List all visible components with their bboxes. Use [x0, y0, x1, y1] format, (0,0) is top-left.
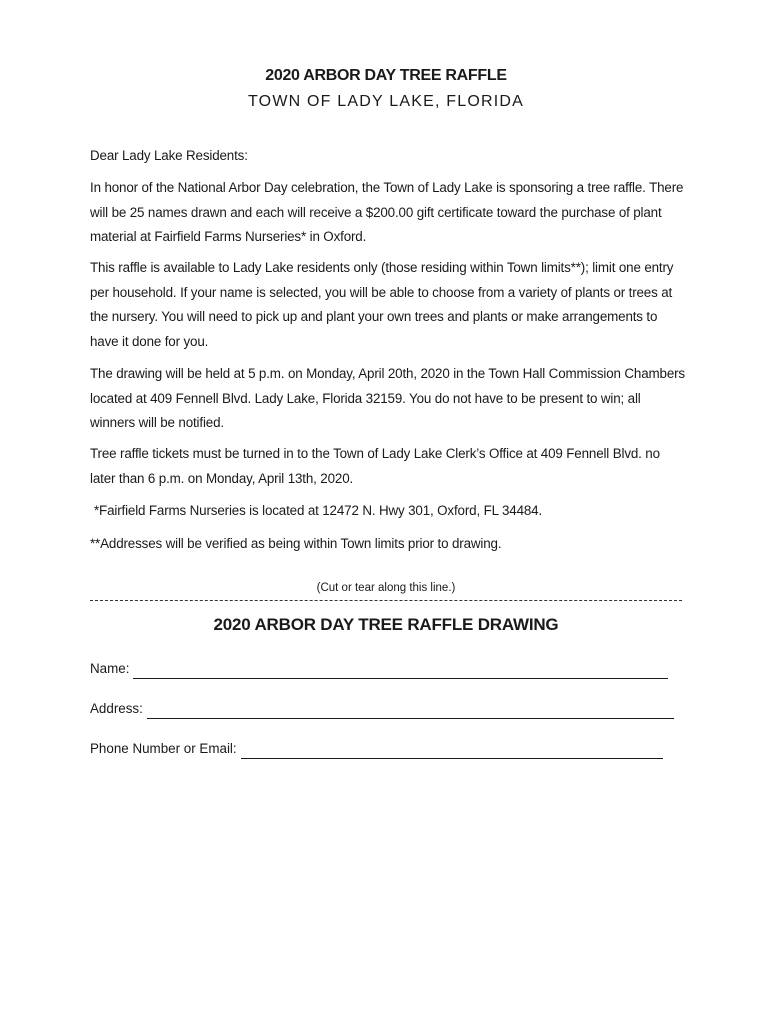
contact-field: [90, 739, 663, 759]
name-field: [90, 659, 668, 679]
entry-form-title: 2020 ARBOR DAY TREE RAFFLE DRAWING: [213, 615, 559, 634]
letter-greeting: Dear Lady Lake Residents:: [90, 148, 248, 163]
letter-paragraph-intro: In honor of the National Arbor Day celebration, the Town of Lady Lake is sponsoring a tree raffle. There will be 25 names drawn and each will receive a $200.00 gift certificate toward the purchase of plant material at Fairfield Farms Nurseries* in Oxford.: [90, 180, 684, 244]
cut-line-divider: [90, 600, 682, 601]
address-field-label: Address:: [90, 701, 143, 716]
address-input-line[interactable]: [147, 702, 674, 719]
document-subtitle: TOWN OF LADY LAKE, FLORIDA: [248, 93, 524, 110]
footnote-addresses: **Addresses will be verified as being within Town limits prior to drawing.: [90, 536, 502, 551]
address-field: [90, 699, 674, 719]
letter-paragraph-drawing: The drawing will be held at 5 p.m. on Monday, April 20th, 2020 in the Town Hall Commission Chambers located at 409 Fennell Blvd. Lady Lake, Florida 32159. You do not have to be present to win; all winners will be notified.: [90, 366, 685, 430]
letter-paragraph-deadline: Tree raffle tickets must be turned in to the Town of Lady Lake Clerk’s Office at 409 Fennell Blvd. no later than 6 p.m. on Monday, April 13th, 2020.: [90, 446, 660, 486]
document-title: 2020 ARBOR DAY TREE RAFFLE: [265, 67, 507, 84]
contact-field-label: Phone Number or Email:: [90, 741, 237, 756]
cut-instruction: (Cut or tear along this line.): [316, 582, 456, 594]
name-input-line[interactable]: [133, 662, 668, 679]
contact-input-line[interactable]: [241, 742, 663, 759]
letter-paragraph-eligibility: This raffle is available to Lady Lake residents only (those residing within Town limits**); limit one entry per household. If your name is selected, you will be able to choose from a variety of plants or trees at the nursery. You will need to pick up and plant your own trees and plants or make arrangements to have it done for you.: [90, 260, 674, 349]
footnote-nursery: *Fairfield Farms Nurseries is located at 12472 N. Hwy 301, Oxford, FL 34484.: [94, 503, 543, 518]
name-field-label: Name:: [90, 661, 130, 676]
